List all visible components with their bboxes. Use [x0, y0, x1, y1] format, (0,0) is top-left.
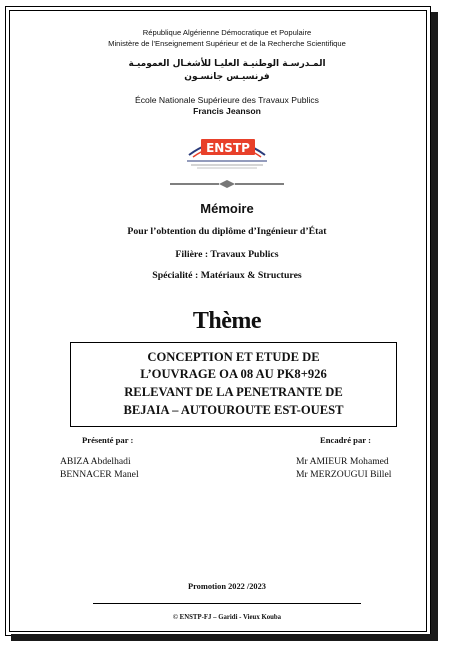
thesis-title-line-1: CONCEPTION ET ETUDE DE	[147, 350, 320, 364]
footer-copyright: © ENSTP-FJ – Garidi - Vieux Kouba	[172, 614, 282, 621]
document-type: Mémoire	[200, 201, 254, 216]
promotion-year: Promotion 2022 /2023	[187, 582, 266, 591]
enstp-logo	[183, 125, 271, 173]
republic-line: République Algérienne Démocratique et Populaire	[142, 28, 312, 37]
supervisor-name-1: Mr AMIEUR Mohamed	[296, 456, 389, 467]
school-name-fr: École Nationale Supérieure des Travaux Publics	[135, 95, 319, 105]
author-name-1: ABIZA Abdelhadi	[60, 456, 131, 467]
ornament-divider	[170, 180, 284, 188]
presented-by-label: Présenté par :	[82, 435, 134, 445]
footer-divider	[93, 603, 361, 604]
logo-text: ENSTP	[206, 141, 250, 155]
thesis-title-box	[70, 342, 397, 427]
specialite: Spécialité : Matériaux & Structures	[152, 270, 302, 281]
theme-heading: Thème	[192, 308, 262, 334]
supervised-by-label: Encadré par :	[320, 435, 371, 445]
author-name-2: BENNACER Manel	[60, 469, 139, 480]
arabic-school-name: المـدرسـة الوطنيـة العليـا للأشغـال العموميـة	[128, 59, 326, 69]
thesis-title-line-2: L’OUVRAGE OA 08 AU PK8+926	[140, 367, 327, 381]
diploma-purpose: Pour l’obtention du diplôme d’Ingénieur d’État	[127, 226, 327, 237]
filiere: Filière : Travaux Publics	[175, 249, 279, 260]
border-shadow-bottom	[11, 634, 438, 641]
school-subname: Francis Jeanson	[193, 106, 261, 116]
ministry-line: Ministère de l’Enseignement Supérieur et de la Recherche Scientifique	[108, 39, 346, 48]
thesis-title-line-3: RELEVANT DE LA PENETRANTE DE	[124, 385, 343, 399]
supervisor-name-2: Mr MERZOUGUI Billel	[296, 469, 392, 480]
thesis-title-line-4: BEJAIA – AUTOUROUTE EST-OUEST	[123, 403, 344, 417]
arabic-francis-jeanson: فرنسيـس جانسـون	[184, 72, 270, 82]
